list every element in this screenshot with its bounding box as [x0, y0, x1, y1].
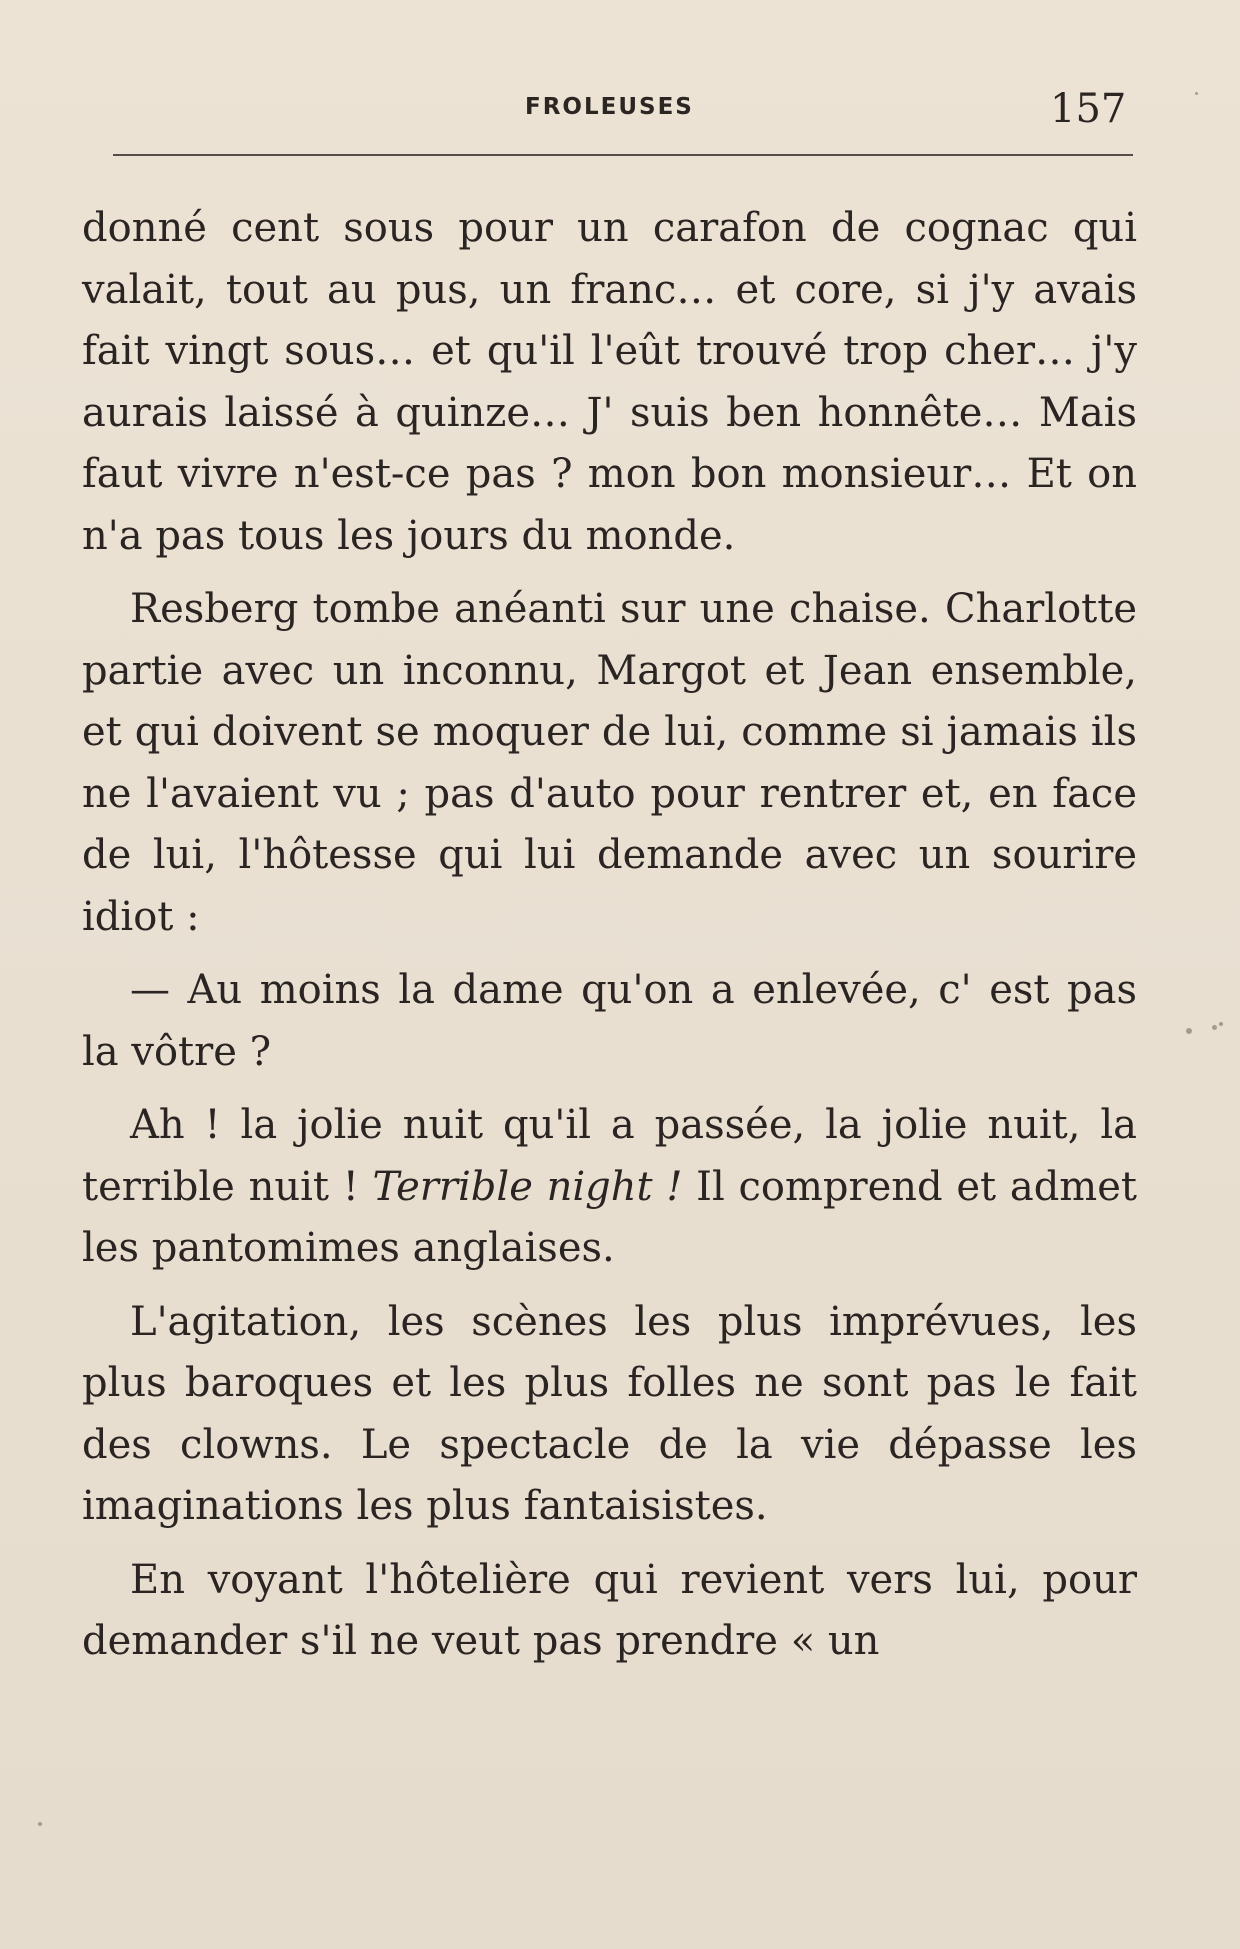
paper-speck — [38, 1822, 42, 1826]
paragraph-2: Resberg tombe anéanti sur une chaise. Charlotte partie avec un inconnu, Margot et Jean ensemble, et qui doivent se moquer de lui, comme si jamais ils ne l'avaient vu ; pas d'auto pour rentrer et, en face de lui, l'hôtesse qui lui demande avec un sourire idiot : — [82, 586, 1137, 940]
paper-speck — [1219, 1022, 1223, 1026]
running-head — [0, 86, 1240, 136]
paragraph-4-italic-phrase: Terrible night ! — [372, 1163, 683, 1210]
body-text — [82, 198, 1137, 1673]
paragraph-6: En voyant l'hôtelière qui revient vers lui, pour demander s'il ne veut pas prendre « un — [82, 1556, 1137, 1664]
paragraph-3-dialogue: — Au moins la dame qu'on a enlevée, c' est pas la vôtre ? — [82, 967, 1137, 1075]
paper-speck — [1212, 1025, 1217, 1030]
paragraph-5: L'agitation, les scènes les plus imprévues, les plus baroques et les plus folles ne sont pas le fait des clowns. Le spectacle de la vie dépasse les imaginations les plus fantaisistes. — [82, 1298, 1137, 1529]
paragraph-1: donné cent sous pour un carafon de cognac qui valait, tout au pus, un franc… et core, si j'y avais fait vingt sous… et qu'il l'eût trouvé trop cher… j'y aurais laissé à quinze… J' suis ben honnête… Mais faut vivre n'est-ce pas ? mon bon monsieur… Et on n'a pas tous les jours du monde. — [82, 205, 1137, 559]
paragraph-4 — [82, 1095, 1137, 1280]
running-title: FROLEUSES — [525, 94, 694, 120]
header-rule — [113, 154, 1133, 156]
page-number: 157 — [1050, 86, 1127, 132]
paragraph-4-after: Il comprend et admet les pantomimes anglaises. — [82, 1163, 1137, 1271]
paper-speck — [1186, 1028, 1192, 1034]
paragraph-4-before: Ah ! la jolie nuit qu'il a passée, la jolie nuit, la terrible nuit ! — [82, 1102, 1137, 1210]
paper-speck — [1195, 92, 1198, 95]
